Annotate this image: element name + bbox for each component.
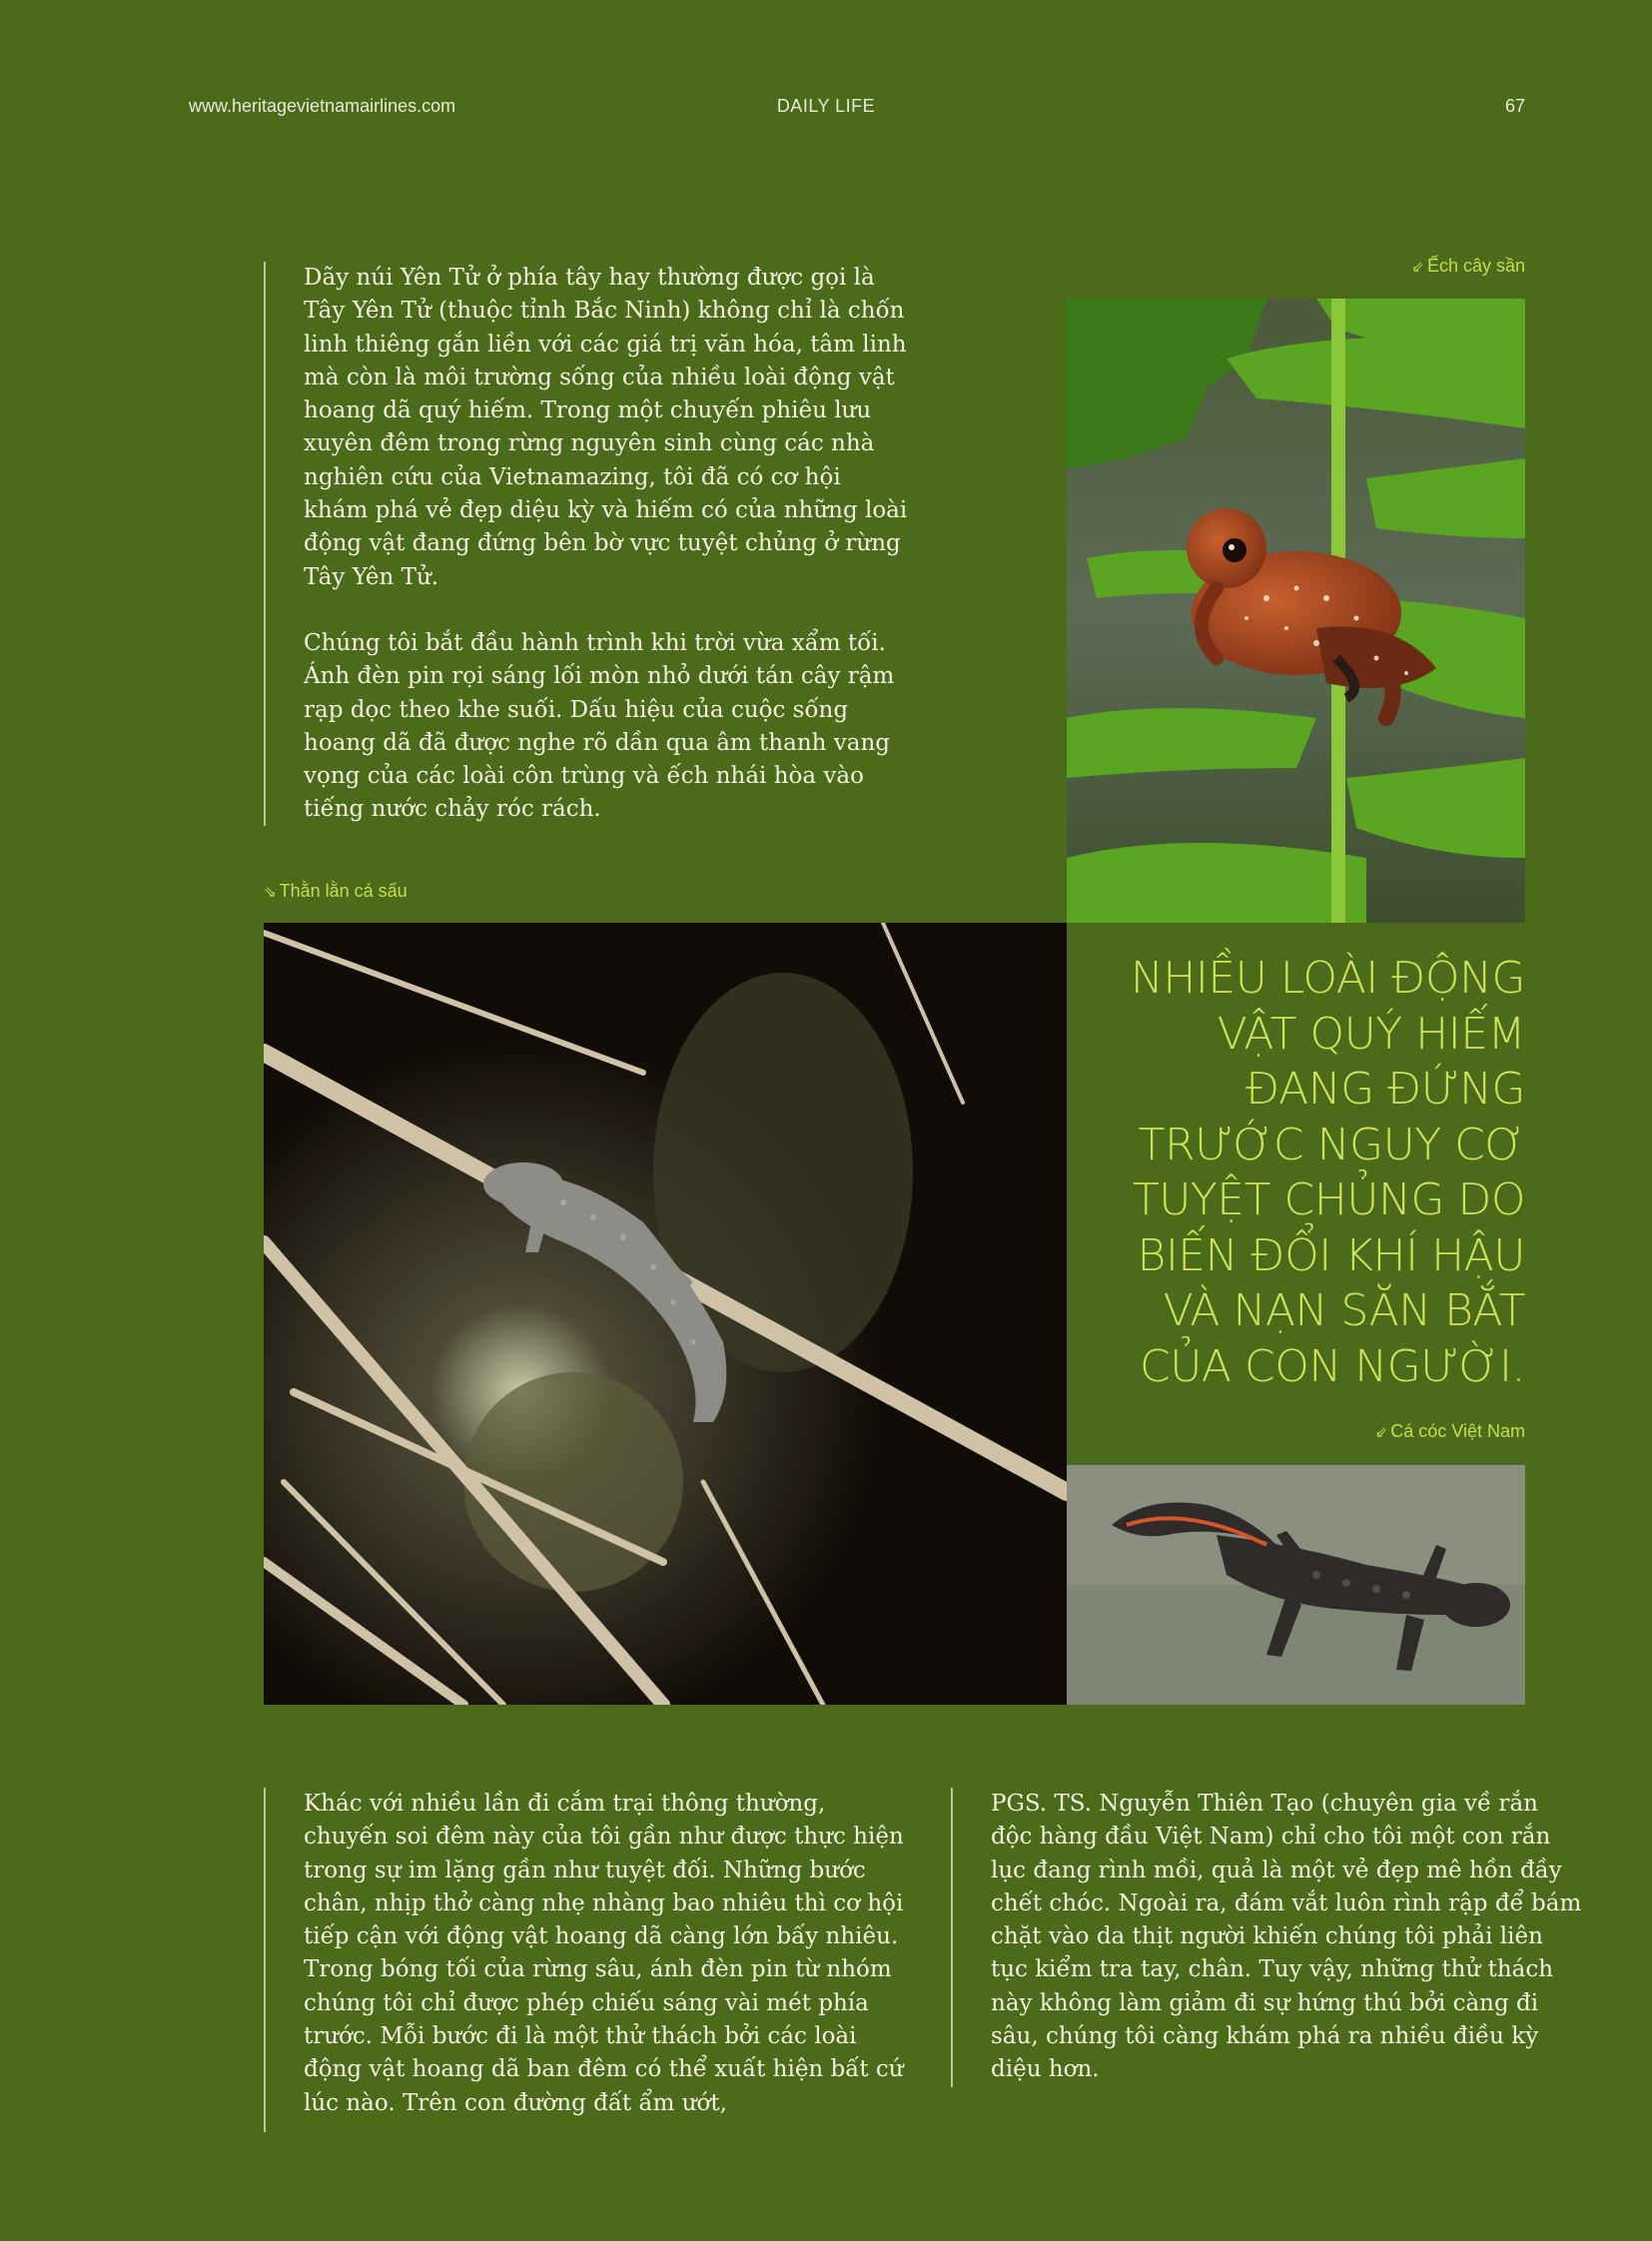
body-right-column bbox=[951, 1788, 1585, 2087]
page-header bbox=[0, 96, 1652, 124]
frog-illustration bbox=[1067, 299, 1525, 923]
site-url[interactable]: www.heritagevietnamairlines.com bbox=[189, 96, 456, 116]
lizard-illustration bbox=[264, 923, 1067, 1705]
newt-caption bbox=[1375, 1421, 1525, 1442]
arrow-down-right-icon: ⇘ bbox=[264, 884, 277, 901]
frog-caption bbox=[1411, 256, 1525, 277]
intro-paragraph-2: Chúng tôi bắt đầu hành trình khi trời vừa xẩm tối. Ánh đèn pin rọi sáng lối mòn nhỏ dưới tán cây rậm rạp dọc theo khe suối. Dấu hiệu của cuộc sống hoang dã đã được nghe rõ dần qua âm thanh vang vọng của các loài côn trùng và ếch nhái hòa vào tiếng nước chảy róc rách. bbox=[304, 629, 895, 823]
arrow-down-left-icon: ⇙ bbox=[1374, 1424, 1388, 1441]
lizard-photo bbox=[264, 923, 1067, 1705]
intro-paragraph-1: Dãy núi Yên Tử ở phía tây hay thường được gọi là Tây Yên Tử (thuộc tỉnh Bắc Ninh) không chỉ là chốn linh thiêng gắn liền với các giá trị văn hóa, tâm linh mà còn là môi trường sống của nhiều loài động vật hoang dã quý hiếm. Trong một chuyến phiêu lưu xuyên đêm trong rừng nguyên sinh cùng các nhà nghiên cứu của Vietnamazing, tôi đã có cơ hội khám phá vẻ đẹp diệu kỳ và hiếm có của những loài động vật đang đứng bên bờ vực tuyệt chủng ở rừng Tây Yên Tử. bbox=[304, 265, 908, 590]
newt-caption-text: Cá cóc Việt Nam bbox=[1390, 1421, 1525, 1441]
frog-caption-text: Ếch cây sần bbox=[1426, 256, 1525, 276]
arrow-down-left-icon: ⇙ bbox=[1411, 259, 1424, 276]
intro-text bbox=[264, 262, 908, 826]
lizard-caption bbox=[264, 881, 408, 902]
newt-photo bbox=[1067, 1465, 1525, 1705]
pull-quote: NHIỀU LOÀI ĐỘNG VẬT QUÝ HIẾM ĐANG ĐỨNG TRƯỚC NGUY CƠ TUYỆT CHỦNG DO BIẾN ĐỔI KHÍ HẬU VÀ NẠN SĂN BẮT CỦA CON NGƯỜI. bbox=[1130, 953, 1525, 1392]
body-right-text: PGS. TS. Nguyễn Thiên Tạo (chuyên gia về rắn độc hàng đầu Việt Nam) chỉ cho tôi một con rắn lục đang rình mồi, quả là một vẻ đẹp mê hồn đầy chết chóc. Ngoài ra, đám vắt luôn rình rập để bám chặt vào da thịt người khiến chúng tôi phải liên tục kiểm tra tay, chân. Tuy vậy, những thử thách này không làm giảm đi sự hứng thú bởi càng đi sâu, chúng tôi càng khám phá ra nhiều điều kỳ diệu hơn. bbox=[991, 1791, 1582, 2083]
body-left-column bbox=[264, 1788, 913, 2132]
newt-illustration bbox=[1067, 1465, 1525, 1705]
page-number: 67 bbox=[1504, 96, 1525, 116]
section-label: DAILY LIFE bbox=[776, 96, 876, 116]
lizard-caption-text: Thằn lằn cá sấu bbox=[279, 881, 408, 901]
body-left-text: Khác với nhiều lần đi cắm trại thông thường, chuyến soi đêm này của tôi gần như được thực hiện trong sự im lặng gần như tuyệt đối. Những bước chân, nhịp thở càng nhẹ nhàng bao nhiêu thì cơ hội tiếp cận với động vật hoang dã càng lớn bấy nhiêu. Trong bóng tối của rừng sâu, ánh đèn pin từ nhóm chúng tôi chỉ được phép chiếu sáng vài mét phía trước. Mỗi bước đi là một thử thách bởi các loài động vật hoang dã ban đêm có thể xuất hiện bất cứ lúc nào. Trên con đường đất ẩm ướt, bbox=[304, 1791, 904, 2116]
frog-photo bbox=[1067, 299, 1525, 923]
